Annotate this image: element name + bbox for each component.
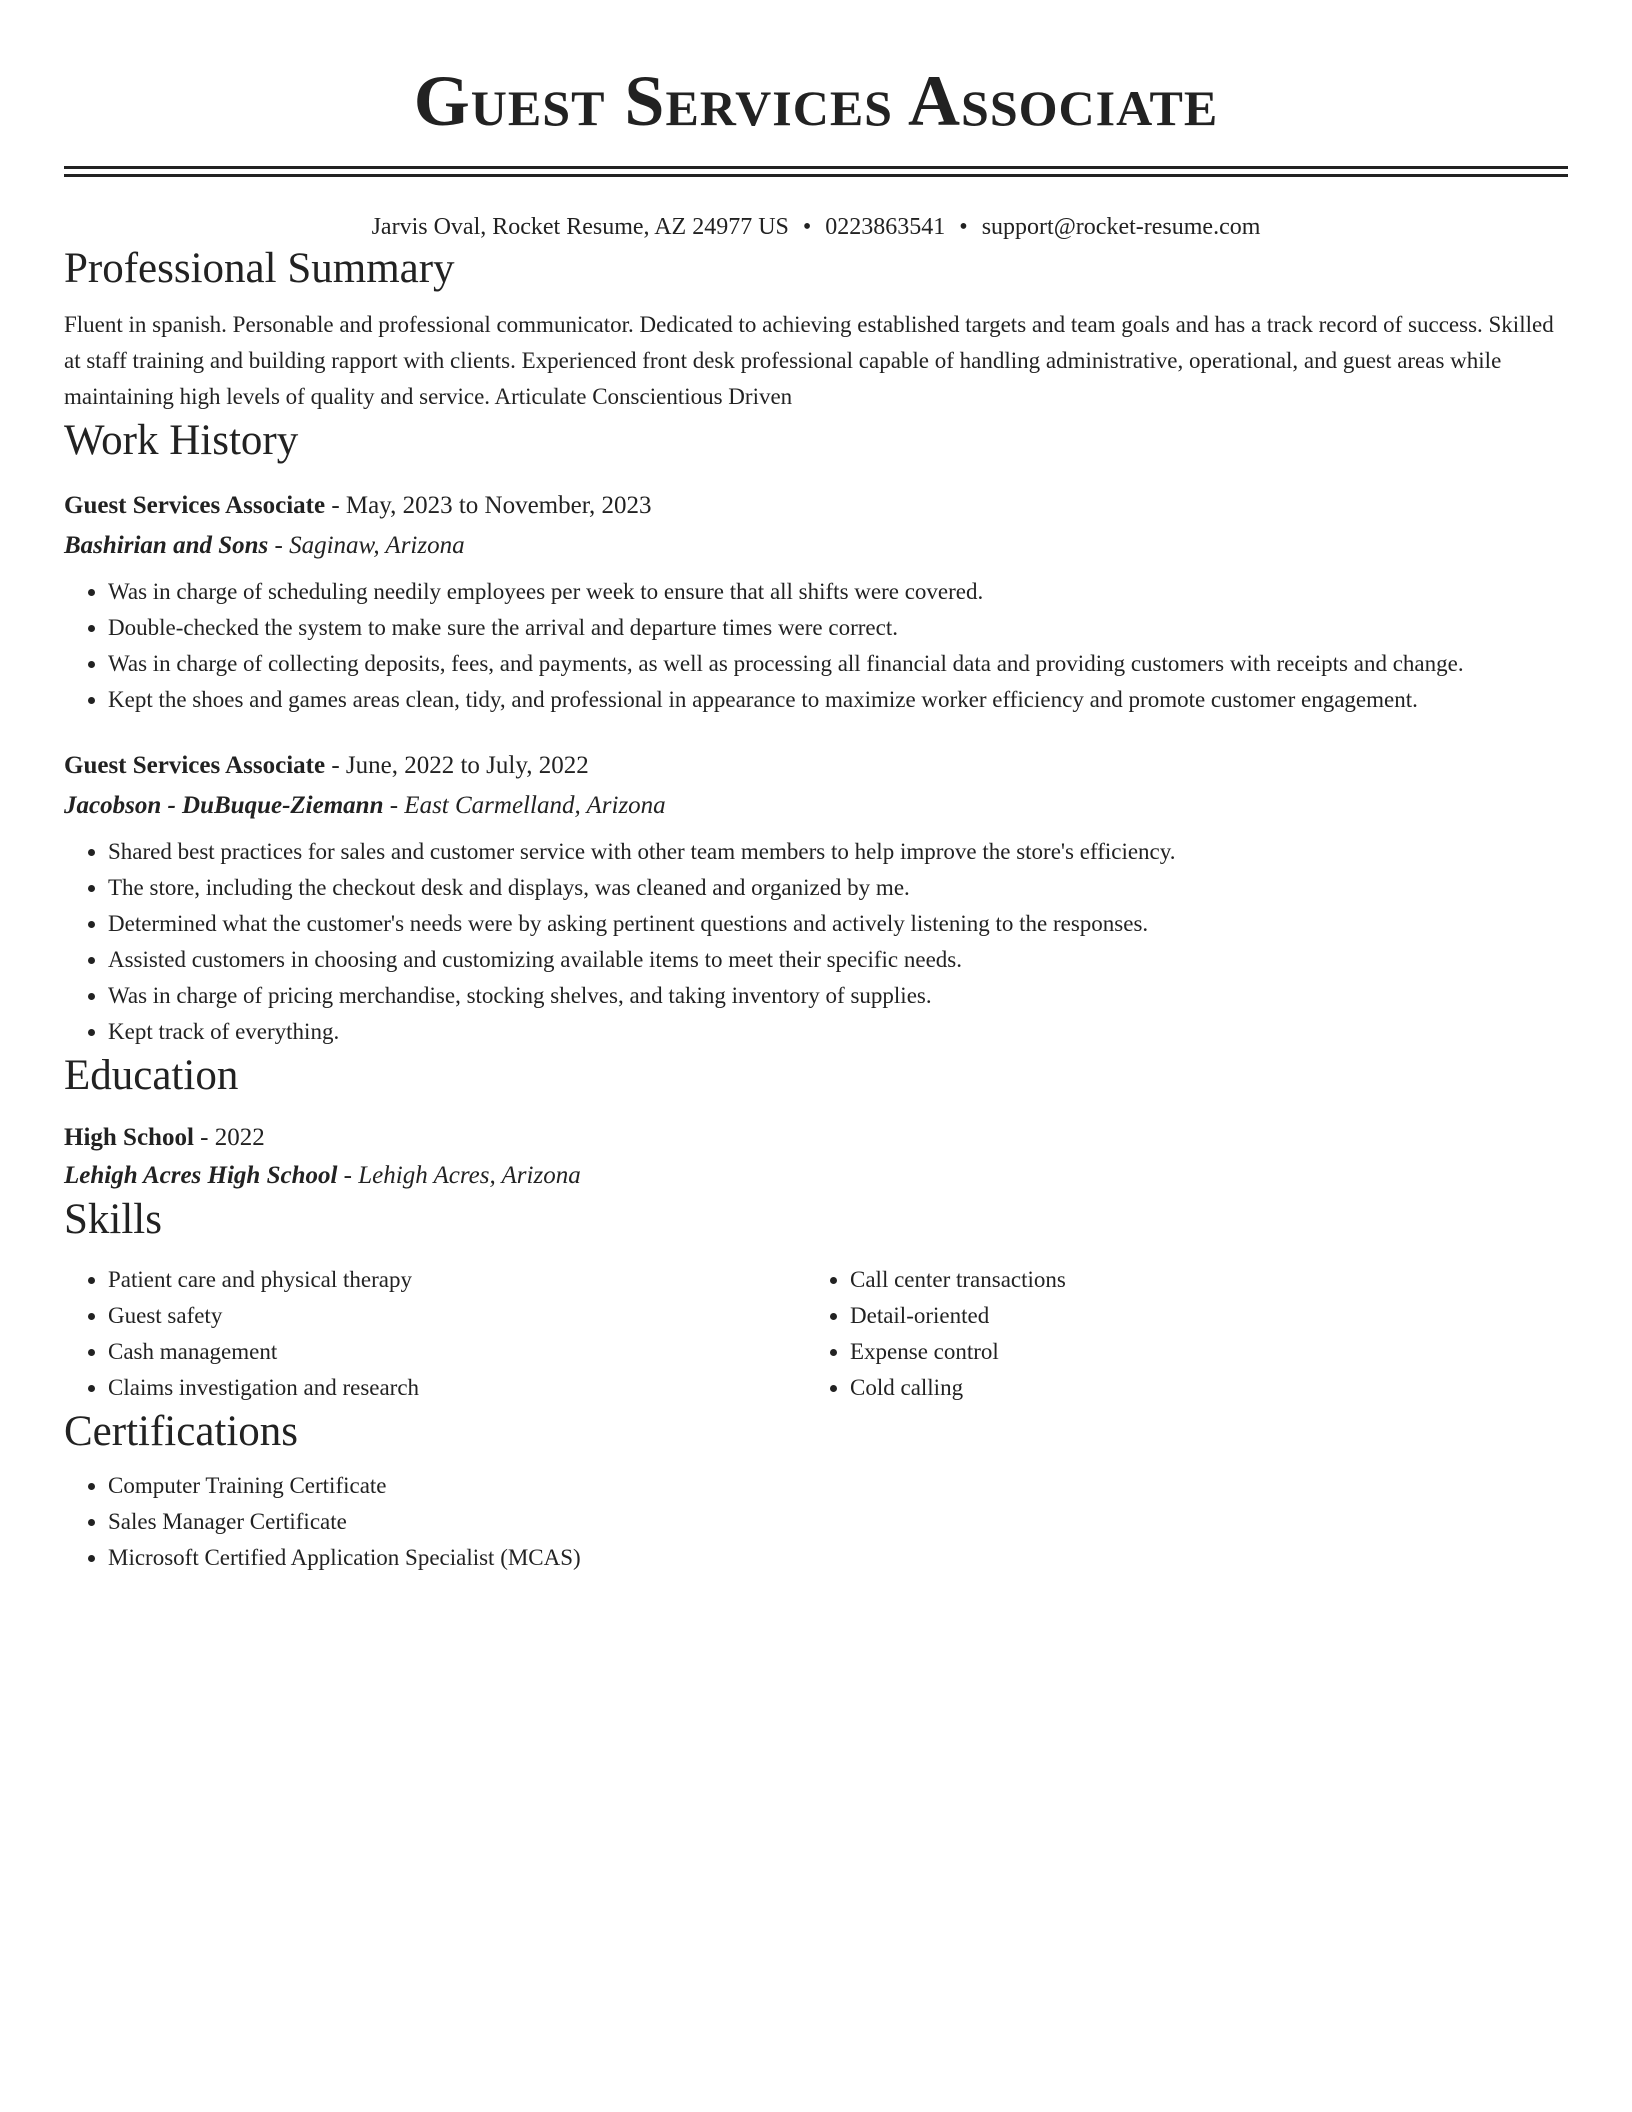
job-bullets — [64, 834, 1568, 1050]
certifications-heading: Certifications — [64, 1408, 299, 1455]
list-item: • Sales Manager Certificate — [108, 1504, 1568, 1540]
list-item: • Shared best practices for sales and customer service with other team members to help improve the store's efficiency. — [108, 834, 1568, 870]
job-title: Guest Services Associate — [64, 752, 326, 779]
contact-separator: • — [802, 214, 812, 240]
job-dates: - June, 2022 to July, 2022 — [325, 752, 589, 779]
employer-line — [64, 788, 1568, 824]
certifications-list — [64, 1468, 1568, 1576]
list-item: • Patient care and physical therapy — [108, 1262, 806, 1298]
list-item: • Cash management — [108, 1334, 806, 1370]
contact-email: support@rocket-resume.com — [981, 214, 1261, 240]
contact-separator: • — [959, 214, 968, 240]
summary-heading: Professional Summary — [64, 245, 455, 292]
education-school: Lehigh Acres High School — [64, 1162, 338, 1189]
list-item: • Was in charge of pricing merchandise, stocking shelves, and taking inventory of supplies. — [108, 978, 1568, 1014]
employer-location: - East Carmelland, Arizona — [383, 792, 666, 819]
list-item: • Double-checked the system to make sure the arrival and departure times were correct. — [108, 610, 1568, 646]
list-item: • Detail-oriented — [850, 1298, 1568, 1334]
skills-column-2 — [806, 1262, 1568, 1406]
list-item: • Assisted customers in choosing and customizing available items to meet their specific needs. — [108, 942, 1568, 978]
list-item: • Was in charge of collecting deposits, fees, and payments, as well as processing all financial data and providing customers with receipts and change. — [108, 646, 1568, 682]
education-degree-line — [64, 1120, 1568, 1156]
contact-line — [64, 211, 1568, 243]
list-item: • Kept the shoes and games areas clean, tidy, and professional in appearance to maximize worker efficiency and promote customer engagement. — [108, 682, 1568, 718]
list-item: • Cold calling — [850, 1370, 1568, 1406]
skills-grid — [64, 1262, 1568, 1406]
job-title: Guest Services Associate — [64, 492, 326, 519]
list-item: • Expense control — [850, 1334, 1568, 1370]
job-dates: - May, 2023 to November, 2023 — [325, 492, 652, 519]
job-title-line — [64, 488, 1568, 524]
list-item: • Computer Training Certificate — [108, 1468, 1568, 1504]
list-item: • Claims investigation and research — [108, 1370, 806, 1406]
employer-line — [64, 528, 1568, 564]
contact-phone: 0223863541 — [825, 214, 946, 240]
skills-heading: Skills — [64, 1196, 162, 1243]
job-entry — [64, 488, 1568, 718]
education-location: - Lehigh Acres, Arizona — [337, 1162, 581, 1189]
job-bullets — [64, 574, 1568, 718]
list-item: • Determined what the customer's needs were by asking pertinent questions and actively listening to the responses. — [108, 906, 1568, 942]
education-school-line — [64, 1158, 1568, 1194]
education-heading: Education — [64, 1052, 239, 1099]
job-entry — [64, 748, 1568, 1050]
title-divider — [64, 166, 1568, 177]
resume-title: Guest Services Associate — [413, 61, 1219, 141]
list-item: • The store, including the checkout desk and displays, was cleaned and organized by me. — [108, 870, 1568, 906]
education-degree: High School — [64, 1124, 194, 1151]
contact-address: Jarvis Oval, Rocket Resume, AZ 24977 US — [371, 214, 789, 240]
list-item: • Call center transactions — [850, 1262, 1568, 1298]
work-history-heading: Work History — [64, 417, 299, 464]
job-title-line — [64, 748, 1568, 784]
employer-name: Jacobson - DuBuque-Ziemann — [64, 792, 384, 819]
list-item: • Microsoft Certified Application Specialist (MCAS) — [108, 1540, 1568, 1576]
education-year: - 2022 — [193, 1124, 265, 1151]
skills-column-1 — [64, 1262, 806, 1406]
list-item: • Kept track of everything. — [108, 1014, 1568, 1050]
summary-text: Fluent in spanish. Personable and professional communicator. Dedicated to achieving established targets and team goals and has a track record of success. Skilled at staff training and building rapport with clients. Experienced front desk professional capable of handling administrative, operational, and guest areas while maintaining high levels of quality and service. Articulate Conscientious Driven — [64, 312, 1554, 409]
employer-location: - Saginaw, Arizona — [268, 532, 465, 559]
list-item: • Guest safety — [108, 1298, 806, 1334]
employer-name: Bashirian and Sons — [64, 532, 269, 559]
list-item: • Was in charge of scheduling needily employees per week to ensure that all shifts were covered. — [108, 574, 1568, 610]
